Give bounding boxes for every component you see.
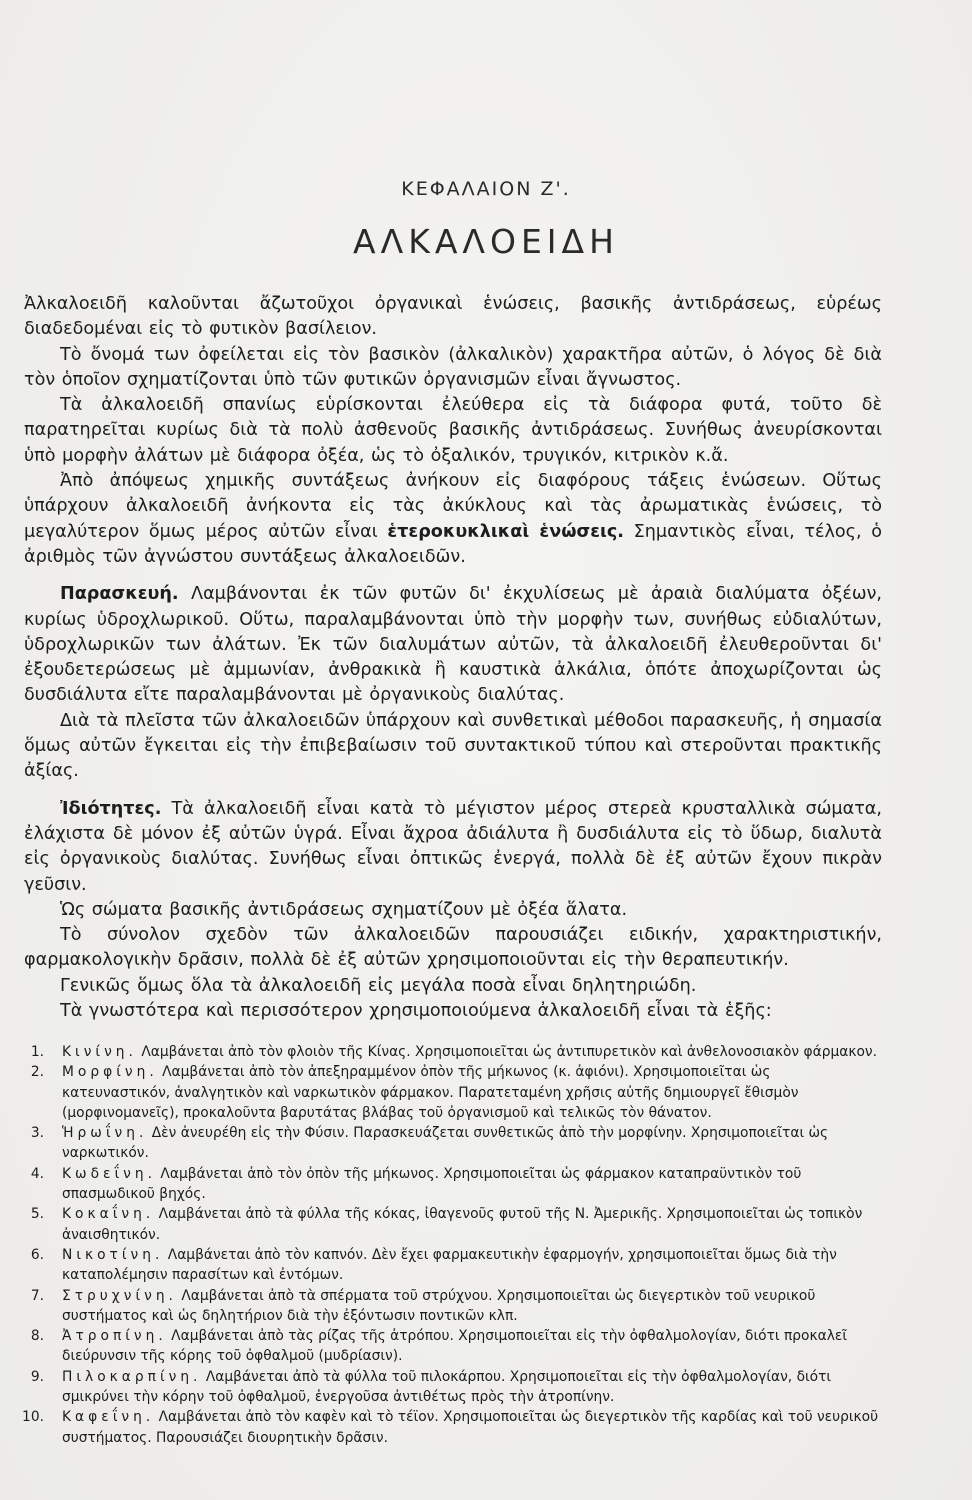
item-name: Πιλοκαρπίνη.: [62, 1368, 202, 1385]
structure-text-b: Σημαντικὸς εἶναι, τέλος, ὁ ἀριθμὸς τῶν ἀγνώστου συντάξεως ἀλκαλοειδῶν.: [24, 521, 883, 567]
item-name: Ἡρωΐνη.: [62, 1125, 148, 1142]
item-name: Νικοτίνη.: [62, 1246, 164, 1263]
item-number: 8.: [30, 1328, 44, 1345]
list-item: [20, 1326, 882, 1367]
properties-heading: Ἰδιότητες.: [60, 798, 162, 819]
alkaloid-list: [20, 1042, 882, 1448]
paragraph-occurrence: Τὰ ἀλκαλοειδῆ σπανίως εὑρίσκονται ἐλεύθερα εἰς τὰ διάφορα φυτά, τοῦτο δὲ παρατηρεῖται κυρίως διὰ τὰ πολὺ ἀσθενοῦς βασικῆς ἀντιδράσεως. Συνήθως ἀνευρίσκονται ὑπὸ μορφὴν ἀλάτων μὲ διάφορα ὀξέα, ὡς τὸ ὀξαλικόν, τρυγικόν, κιτρικὸν κ.ἄ.: [24, 395, 882, 466]
preparation-heading: Παρασκευή.: [60, 584, 179, 605]
item-name: Ἀτροπίνη.: [62, 1328, 167, 1345]
structure-bold: ἑτεροκυκλικαὶ ἑνώσεις.: [387, 521, 624, 542]
item-text: Λαμβάνεται ἀπὸ τὸν ὀπὸν τῆς μήκωνος. Χρησιμοποιεῖται ὡς φάρμακον καταπραϋντικὸν τοῦ σπασμωδικοῦ βηχός.: [62, 1165, 802, 1203]
item-number: 7.: [30, 1287, 44, 1304]
paragraph-structure: [24, 469, 882, 570]
list-item: [20, 1204, 882, 1245]
preparation-text: Λαμβάνονται ἐκ τῶν φυτῶν δι' ἐκχυλίσεως μὲ ἀραιὰ διαλύματα ὀξέων, κυρίως ὑδροχλωρικοῦ. Οὕτω, παραλαμβάνονται ὑπὸ τὴν μορφὴν των, συνήθως εὐδιαλύτων, ὑδροχλωρικῶν των ἀλάτων. Ἐκ τῶν διαλυμάτων αὐτῶν, τὰ ἀλκαλοειδῆ ἐλευθεροῦνται δι' ἐξουδετερώσεως μὲ ἀμμωνίαν, ἀνθρακικὰ ἢ καυστικὰ ἀλκάλια, ὁπότε ἀποχωρίζονται ὡς δυσδιάλυτα εἴτε παραλαμβάνονται μὲ ὀργανικοὺς διαλύτας.: [24, 584, 883, 706]
item-text: Δὲν ἀνευρέθη εἰς τὴν Φύσιν. Παρασκευάζεται συνθετικῶς ἀπὸ τὴν μορφίνην. Χρησιμοποιεῖται ὡς ναρκωτικόν.: [62, 1125, 829, 1162]
paragraph-definition: Ἀλκαλοειδῆ καλοῦνται ἄζωτοῦχοι ὀργανικαὶ ἑνώσεις, βασικῆς ἀντιδράσεως, εὑρέως διαδεδομέναι εἰς τὸ φυτικὸν βασίλειον.: [24, 294, 882, 340]
page-title: ΑΛΚΑΛΟΕΙΔΗ: [353, 222, 619, 261]
item-number: 5.: [30, 1206, 44, 1223]
item-text: Λαμβάνεται ἀπὸ τὰ σπέρματα τοῦ στρύχνου. Χρησιμοποιεῖται ὡς διεγερτικὸν τοῦ νευρικοῦ συστήματος καὶ ὡς δηλητήριον διὰ τὴν ἐξόντωσιν ποντικῶν κλπ.: [62, 1287, 816, 1324]
list-item: [20, 1062, 882, 1123]
item-number: 4.: [30, 1165, 44, 1182]
list-item: [20, 1164, 882, 1205]
item-text: Λαμβάνεται ἀπὸ τὰς ρίζας τῆς ἀτρόπου. Χρησιμοποιεῖται εἰς τὴν ὀφθαλμολογίαν, διότι προκαλεῖ διεύρυνσιν τῆς κόρης τοῦ ὀφθαλμοῦ (μυδρίασιν).: [62, 1328, 847, 1365]
paragraph-pharmacology: Τὸ σύνολον σχεδὸν τῶν ἀλκαλοειδῶν παρουσιάζει ειδικήν, χαρακτηριστικήν, φαρμακολογικὴν δρᾶσιν, πολλὰ δὲ ἐξ αὐτῶν χρησιμοποιοῦνται εἰς τὴν θεραπευτικήν.: [24, 925, 882, 971]
paragraph-preparation: [24, 582, 882, 708]
list-item: [20, 1367, 882, 1408]
item-text: Λαμβάνεται ἀπὸ τὸν ἀπεξηραμμένον ὀπὸν τῆς μήκωνος (κ. ἀφιόνι). Χρησιμοποιεῖται ὡς κατευναστικόν, ἀναλγητικὸν καὶ ναρκωτικὸν φάρμακον. Παρατεταμένη χρῆσις αὐτῆς δημιουργεῖ ἔθισμὸν (μορφινομανεῖς), προκαλοῦντα βαρυτάτας βλάβας τοῦ ὀργανισμοῦ καὶ τελικῶς τὸν θάνατον.: [62, 1064, 799, 1121]
item-name: Στρυχνίνη.: [62, 1287, 177, 1304]
list-item: [20, 1286, 882, 1327]
list-item: [20, 1407, 882, 1448]
item-number: 10.: [22, 1409, 44, 1426]
chapter-heading: ΚΕΦΑΛΑΙΟΝ Ζ'.: [401, 178, 571, 200]
paragraph-synthesis: Διὰ τὰ πλεῖστα τῶν ἀλκαλοειδῶν ὑπάρχουν καὶ συνθετικαὶ μέθοδοι παρασκευῆς, ἡ σημασία ὅμως αὐτῶν ἔγκειται εἰς τὴν ἐπιβεβαίωσιν τοῦ συντακτικοῦ τύπου καὶ στεροῦνται πρακτικῆς ἀξίας.: [24, 710, 882, 782]
paragraph-toxicity: Γενικῶς ὅμως ὅλα τὰ ἀλκαλοειδῆ εἰς μεγάλα ποσὰ εἶναι δηλητηριώδη.: [60, 975, 697, 996]
list-item: [20, 1042, 882, 1062]
paragraph-salts: Ὡς σώματα βασικῆς ἀντιδράσεως σχηματίζουν μὲ ὀξέα ἅλατα.: [60, 899, 628, 920]
item-number: 3.: [30, 1125, 44, 1142]
item-name: Κινίνη.: [62, 1044, 137, 1060]
item-text: Λαμβάνεται ἀπὸ τὰ φύλλα τῆς κόκας, ἰθαγενοῦς φυτοῦ τῆς Ν. Ἀμερικῆς. Χρησιμοποιεῖται ὡς τοπικὸν ἀναισθητικόν.: [62, 1206, 863, 1243]
item-name: Κοκαΐνη.: [62, 1206, 155, 1223]
structure-text-a: Ἀπὸ ἀπόψεως χημικῆς συντάξεως ἀνήκουν εἰς διαφόρους τάξεις ἑνώσεων. Οὕτως ὑπάρχουν ἀλκαλοειδῆ ἀνήκοντα εἰς τὰς ἀκύκλους καὶ τὰς ἀρωματικὰς ἑνώσεις, τὸ μεγαλύτερον ὅμως μέρος αὐτῶν εἶναι: [24, 471, 882, 542]
item-text: Λαμβάνεται ἀπὸ τὸν καπνόν. Δὲν ἔχει φαρμακευτικὴν ἐφαρμογήν, χρησιμοποιεῖται ὅμως διὰ τὴν καταπολέμησιν παρασίτων καὶ ἐντόμων.: [62, 1246, 837, 1284]
item-name: Μορφίνη.: [62, 1064, 158, 1081]
item-text: Λαμβάνεται ἀπὸ τὰ φύλλα τοῦ πιλοκάρπου. Χρησιμοποιεῖται εἰς τὴν ὀφθαλμολογίαν, διότι σμικρύνει τὴν κόρην τοῦ ὀφθαλμοῦ, ἐνεργοῦσα ἀντιθέτως πρὸς τὴν ἀτροπίνην.: [62, 1368, 832, 1406]
item-number: 9.: [30, 1368, 44, 1385]
item-name: Καφεΐνη.: [62, 1409, 155, 1426]
item-number: 6.: [30, 1246, 44, 1263]
body-text: [24, 292, 882, 1024]
paragraph-list-intro: Τὰ γνωστότερα καὶ περισσότερον χρησιμοποιούμενα ἀλκαλοειδῆ εἶναι τὰ ἑξῆς:: [60, 1001, 772, 1022]
paragraph-name-origin: Τὸ ὄνομά των ὀφείλεται εἰς τὸν βασικὸν (ἀλκαλικὸν) χαρακτῆρα αὐτῶν, ὁ λόγος δὲ διὰ τὸν ὁποῖον σχηματίζονται ὑπὸ τῶν φυτικῶν ὀργανισμῶν εἶναι ἄγνωστος.: [24, 344, 882, 390]
list-item: [20, 1245, 882, 1286]
item-text: Λαμβάνεται ἀπὸ τὸν καφὲν καὶ τὸ τέϊον. Χρησιμοποιεῖται ὡς διεγερτικὸν τῆς καρδίας καὶ τοῦ νευρικοῦ συστήματος. Παρουσιάζει διουρητικὴν δρᾶσιν.: [62, 1409, 879, 1446]
item-text: Λαμβάνεται ἀπὸ τὸν φλοιὸν τῆς Κίνας. Χρησιμοποιεῖται ὡς ἀντιπυρετικὸν καὶ ἀνθελονοσιακὸν φάρμακον.: [141, 1044, 877, 1060]
item-number: 1.: [30, 1044, 44, 1060]
item-number: 2.: [30, 1064, 44, 1081]
list-item: [20, 1123, 882, 1164]
properties-text: Τὰ ἀλκαλοειδῆ εἶναι κατὰ τὸ μέγιστον μέρος στερεὰ κρυσταλλικὰ σώματα, ἐλάχιστα δὲ μόνον ἐξ αὐτῶν ὑγρά. Εἶναι ἄχροα ἀδιάλυτα ἢ δυσδιάλυτα εἰς τὸ ὕδωρ, διαλυτὰ εἰς ὀργανικοὺς διαλύτας. Συνήθως εἶναι ὀπτικῶς ἐνεργά, πολλὰ δὲ ἐξ αὐτῶν ἔχουν πικρὰν γεῦσιν.: [24, 798, 882, 895]
paragraph-properties: [24, 797, 882, 898]
item-name: Κωδεΐνη.: [62, 1165, 157, 1182]
